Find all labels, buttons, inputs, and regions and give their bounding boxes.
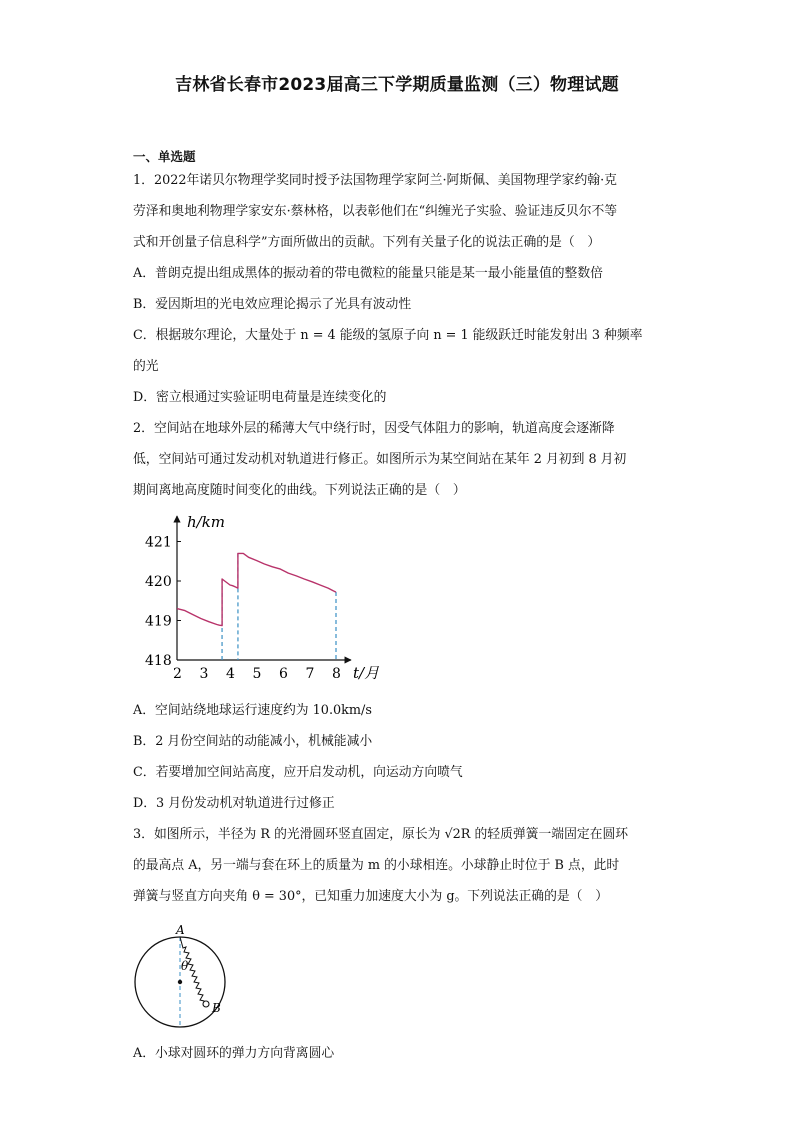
q1-option-c-line-1: C．根据玻尔理论，大量处于 n = 4 能级的氢原子向 n = 1 能级跃迁时能发射出 3 种频率 xyxy=(133,328,643,343)
q1-option-d: D．密立根通过实验证明电荷量是连续变化的 xyxy=(133,390,387,405)
q2-stem-line-1: 2．空间站在地球外层的稀薄大气中绕行时，因受气体阻力的影响，轨道高度会逐渐降 xyxy=(133,421,615,436)
altitude-chart xyxy=(133,508,393,688)
q2-option-c: C．若要增加空间站高度，应开启发动机，向运动方向喷气 xyxy=(133,765,463,780)
q2-option-d: D．3 月份发动机对轨道进行过修正 xyxy=(133,796,335,811)
q3-stem-line-1: 3．如图所示，半径为 R 的光滑圆环竖直固定，原长为 √2R 的轻质弹簧一端固定在圆环 xyxy=(133,827,629,842)
q2-option-a: A．空间站绕地球运行速度约为 10.0km/s xyxy=(133,703,372,718)
y-tick-label: 418 xyxy=(145,653,172,669)
altitude-series xyxy=(177,553,336,625)
point-b-label: B xyxy=(212,1001,221,1015)
x-tick-label: 7 xyxy=(305,666,315,682)
q2-stem-line-2: 低，空间站可通过发动机对轨道进行修正。如图所示为某空间站在某年 2 月初到 8 月初 xyxy=(133,452,627,467)
q1-stem-line-2: 劳泽和奥地利物理学家安东·蔡林格，以表彰他们在“纠缠光子实验、验证违反贝尔不等 xyxy=(133,204,618,219)
ring-figure xyxy=(128,920,248,1035)
ring-center xyxy=(178,980,182,984)
x-axis-label: t/月 xyxy=(353,664,380,682)
q1-stem-line-1: 1．2022年诺贝尔物理学奖同时授予法国物理学家阿兰·阿斯佩、美国物理学家约翰·克 xyxy=(133,173,617,188)
q3-stem-line-3: 弹簧与竖直方向夹角 θ = 30°，已知重力加速度大小为 g。下列说法正确的是（ ） xyxy=(133,889,609,904)
q2-stem-line-3: 期间离地高度随时间变化的曲线。下列说法正确的是（ ） xyxy=(133,483,466,498)
x-tick-label: 2 xyxy=(173,666,182,682)
y-tick-label: 420 xyxy=(145,574,172,590)
exam-title: 吉林省长春市2023届高三下学期质量监测（三）物理试题 xyxy=(175,75,619,95)
ring-figure-svg xyxy=(128,920,248,1035)
point-a-label: A xyxy=(176,923,185,937)
x-tick-label: 3 xyxy=(199,666,209,682)
q1-option-a: A．普朗克提出组成黑体的振动着的带电微粒的能量只能是某一最小能量值的整数倍 xyxy=(133,266,603,281)
y-tick-label: 419 xyxy=(145,613,172,630)
altitude-chart-svg xyxy=(133,508,393,688)
ball xyxy=(203,1001,209,1007)
q3-stem-line-2: 的最高点 A，另一端与套在环上的质量为 m 的小球相连。小球静止时位于 B 点，此时 xyxy=(133,858,620,873)
x-tick-label: 8 xyxy=(332,666,341,682)
q1-option-b: B．爱因斯坦的光电效应理论揭示了光具有波动性 xyxy=(133,297,412,312)
y-tick-label: 421 xyxy=(145,534,172,551)
y-axis-label: h/km xyxy=(187,513,226,531)
q1-stem-line-3: 式和开创量子信息科学”方面所做出的贡献。下列有关量子化的说法正确的是（ ） xyxy=(133,235,601,250)
x-tick-label: 5 xyxy=(252,666,262,682)
q1-option-c-line-2: 的光 xyxy=(133,359,159,374)
section-heading: 一、单选题 xyxy=(133,149,196,164)
q2-option-b: B．2 月份空间站的动能减小，机械能减小 xyxy=(133,734,373,749)
x-tick-label: 4 xyxy=(226,666,235,682)
q3-option-a: A．小球对圆环的弹力方向背离圆心 xyxy=(133,1046,335,1061)
altitude-curve xyxy=(177,553,336,625)
angle-theta-label: θ xyxy=(181,959,189,973)
x-tick-label: 6 xyxy=(279,666,288,682)
